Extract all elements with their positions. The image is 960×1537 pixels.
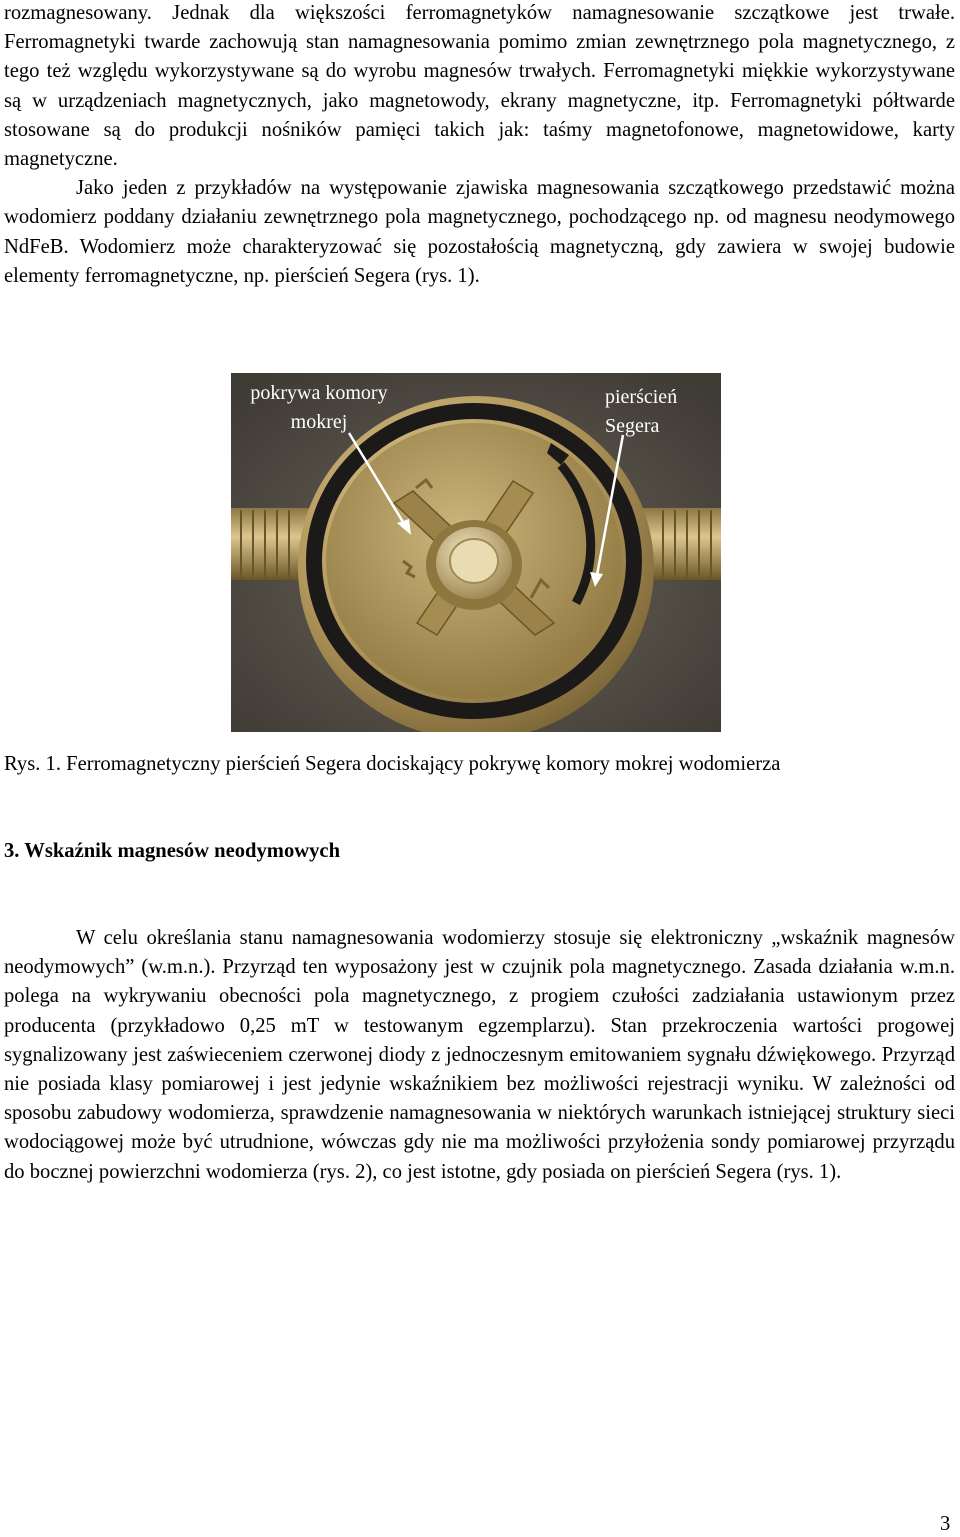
intro-paragraph-2: Jako jeden z przykładów na występowanie zjawiska magnesowania szczątkowego przedstawić można wodomierz poddany działaniu zewnętrznego pola magnetycznego, pochodzącego np. od magnesu neodymowego NdFeB. Wodomierz może charakteryzować się pozostałością magnetyczną, gdy zawiera w swojej budowie elementy ferromagnetyczne, np. pierścień Segera (rys. 1).: [4, 177, 955, 287]
section-paragraph: W celu określania stanu namagnesowania wodomierzy stosuje się elektroniczny „wskaźnik magnesów neodymowych” (w.m.n.). Przyrząd ten wyposażony jest w czujnik pola magnetycznego. Zasada działania w.m.n. polega na wykrywaniu obecności pola magnetycznego, z progiem czułości zadziałania ustawionym przez producenta (przykładowo 0,25 mT w testowanym egzemplarzu). Stan przekroczenia wartości progowej sygnalizowany jest zaświeceniem czerwonej diody z jednoczesnym emitowaniem sygnału dźwiękowego. Przyrząd nie posiada klasy pomiarowej i jest jedynie wskaźnikiem bez możliwości rejestracji wyniku. W zależności od sposobu zabudowy wodomierza, sprawdzenie namagnesowania w niektórych warunkach istniejącej struktury sieci wodociągowej może być utrudnione, wówczas gdy nie ma możliwości przyłożenia sondy pomiarowej przyrządu do bocznej powierzchni wodomierza (rys. 2), co jest istotne, gdy posiada on pierścień Segera (rys. 1).: [4, 927, 955, 1183]
label-wet-chamber-lid: pokrywa komory mokrej: [250, 382, 388, 433]
label-retaining-ring: pierścień Segera: [605, 386, 678, 437]
section-body: [4, 924, 955, 1187]
section-heading: 3. Wskaźnik magnesów neodymowych: [4, 840, 341, 862]
page-number: 3: [940, 1513, 951, 1535]
document-page: [4, 0, 955, 291]
figure-water-meter-photo: [231, 373, 721, 732]
intro-paragraph-1: rozmagnesowany. Jednak dla większości ferromagnetyków namagnesowanie szczątkowe jest trwałe. Ferromagnetyki twarde zachowują stan namagnesowania pomimo zmian zewnętrznego pola magnetycznego, z tego też względu wykorzystywane są do wyrobu magnesów trwałych. Ferromagnetyki miękkie wykorzystywane są w urządzeniach magnetycznych, jako magnetowody, ekrany magnetyczne, itp. Ferromagnetyki półtwarde stosowane są do produkcji nośników pamięci takich jak: taśmy magnetofonowe, magnetowidowe, karty magnetyczne.: [4, 2, 955, 171]
figure-caption: Rys. 1. Ferromagnetyczny pierścień Segera dociskający pokrywę komory mokrej wodomierza: [4, 753, 781, 775]
center-cap: [426, 520, 522, 610]
